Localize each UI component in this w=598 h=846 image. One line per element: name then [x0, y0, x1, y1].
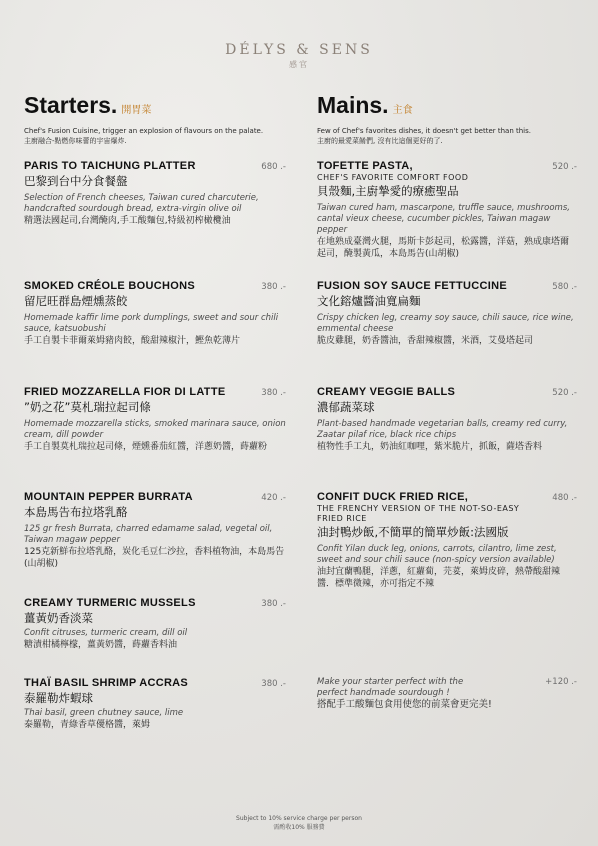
item-name-cn: 留尼旺群島煙燻蒸餃: [24, 294, 128, 308]
service-charge-cn: 需酌收10% 服務費: [273, 824, 325, 831]
item-description: 125 gr fresh Burrata, charred edamame salad, vegetal oil, Taiwan magaw pepper: [24, 524, 273, 545]
item-subtitle: THE FRENCHY VERSION OF THE NOT-SO-EASY FRIED RICE: [317, 504, 520, 523]
item-name-cn: ”奶之花”莫札瑞拉起司條: [24, 400, 151, 414]
item-description: Plant-based handmade vegetarian balls, creamy red curry, Zaatar pilaf rice, black rice chips: [317, 419, 568, 440]
starters-title-cn: 開胃菜: [121, 105, 152, 116]
item-description: Homemade kaffir lime pork dumplings, sweet and sour chili sauce, katsuobushi: [24, 313, 279, 334]
item-price: 380 .-: [261, 388, 286, 398]
item-name: FRIED MOZZARELLA FIOR DI LATTE: [24, 386, 226, 398]
menu-item-turmeric-mussels: [24, 597, 286, 651]
item-description: Confit citruses, turmeric cream, dill oil: [24, 628, 188, 638]
item-description: Confit Yilan duck leg, onions, carrots, cilantro, lime zest, sweet and sour chili sauce (non-spicy version available): [317, 544, 557, 565]
addon-description: Make your starter perfect with the perfect handmade sourdough !: [317, 677, 464, 698]
item-name-cn: 濃郁蔬菜球: [317, 400, 375, 414]
item-name: THAÏ BASIL SHRIMP ACCRAS: [24, 677, 189, 689]
menu-item-duck-fried-rice: [317, 491, 577, 590]
item-price: 680 .-: [261, 162, 286, 172]
service-charge-note: [0, 814, 598, 832]
item-description: Crispy chicken leg, creamy soy sauce, chili sauce, rice wine, emmental cheese: [317, 313, 574, 334]
item-name: MOUNTAIN PEPPER BURRATA: [24, 491, 193, 503]
item-name-cn: 文化鎔爐醬油寬扁麵: [317, 294, 421, 308]
item-price: 380 .-: [261, 282, 286, 292]
menu-item-paris-platter: [24, 160, 286, 227]
item-name-cn: 油封鴨炒飯,不簡單的簡單炒飯:法國版: [317, 525, 509, 539]
brand-logo: [0, 42, 598, 70]
starters-desc-en: Chef's Fusion Cuisine, trigger an explosion of flavours on the palate.: [24, 127, 264, 135]
item-description-cn: 125克新鮮布拉塔乳酪，炭化毛豆仁沙拉，香料植物油，本島馬告(山胡椒): [24, 547, 285, 569]
mains-title-cn: 主食: [392, 105, 413, 116]
item-name-cn: 貝殼麵,主廚摯愛的療癒聖品: [317, 184, 459, 198]
item-name: CREAMY VEGGIE BALLS: [317, 386, 456, 398]
mains-desc-cn: 主廚的最愛菜餚們, 沒有比這個更好的了.: [317, 137, 443, 145]
item-subtitle: CHEF'S FAVORITE COMFORT FOOD: [317, 173, 469, 182]
item-price: 480 .-: [552, 493, 577, 503]
item-description-cn: 糖漬柑橘檸檬，薑黃奶醬，蒔蘿香料油: [24, 640, 178, 650]
addon-description-cn: 搭配手工酸麵包食用使您的前菜會更完美!: [317, 699, 492, 710]
item-name-cn: 泰羅勒炸蝦球: [24, 691, 93, 705]
starters-section: [24, 92, 286, 730]
item-price: 420 .-: [261, 493, 286, 503]
item-name: FUSION SOY SAUCE FETTUCCINE: [317, 280, 508, 292]
item-price: 380 .-: [261, 599, 286, 609]
mains-description: [317, 126, 577, 146]
starters-desc-cn: 主廚融合-點燃你味蕾的宇宙爆炸.: [24, 137, 127, 145]
menu-item-shrimp-accras: [24, 677, 286, 731]
item-name-cn: 巴黎到台中分食餐盤: [24, 174, 128, 188]
item-name: PARIS TO TAICHUNG PLATTER: [24, 160, 196, 172]
item-description-cn: 植物性手工丸，奶油紅咖哩，紫米脆片，抓飯，薩塔香料: [317, 442, 543, 452]
item-price: 520 .-: [552, 388, 577, 398]
starters-header: [24, 92, 286, 119]
mains-header: [317, 92, 577, 119]
item-description-cn: 手工自製卡菲爾萊姆豬肉餃，酸甜辣椒汁，鰹魚乾薄片: [24, 336, 241, 346]
starters-description: [24, 126, 286, 146]
menu-item-burrata: [24, 491, 286, 570]
item-name-cn: 薑黃奶香淡菜: [24, 611, 93, 625]
item-description: Thai basil, green chutney sauce, lime: [24, 708, 184, 718]
item-price: 520 .-: [552, 162, 577, 172]
menu-item-tofette-pasta: [317, 160, 577, 260]
item-name: CREAMY TURMERIC MUSSELS: [24, 597, 196, 609]
item-name: SMOKED CRÉOLE BOUCHONS: [24, 280, 195, 292]
item-description-cn: 在地熟成臺灣火腿，馬斯卡彭起司，松露醬，洋菇，熟成康塔爾起司，醃製黃瓜，本島馬告(山胡椒): [317, 237, 570, 259]
mains-section: [317, 92, 577, 710]
mains-title: Mains.: [317, 92, 389, 118]
brand-name: DÉLYS & SENS: [225, 42, 373, 58]
item-description: Homemade mozzarella sticks, smoked marinara sauce, onion cream, dill powder: [24, 419, 286, 440]
menu-item-creole-bouchons: [24, 280, 286, 347]
item-description-cn: 油封宜蘭鴨腿，洋蔥，紅蘿蔔，芫荽，萊姆皮碎，熱帶酸甜辣醬．標準微辣，亦可指定不辣: [317, 567, 561, 589]
addon-price: +120 .-: [545, 677, 577, 687]
item-name: TOFETTE PASTA,: [317, 160, 413, 172]
item-name: CONFIT DUCK FRIED RICE,: [317, 491, 469, 503]
item-price: 380 .-: [261, 679, 286, 689]
item-name-cn: 本島馬告布拉塔乳酪: [24, 505, 128, 519]
menu-item-fried-mozzarella: [24, 386, 286, 453]
item-description: Selection of French cheeses, Taiwan cured charcuterie, handcrafted sourdough bread, extra-virgin olive oil: [24, 193, 259, 214]
item-description: Taiwan cured ham, mascarpone, truffle sauce, mushrooms, cantal vieux cheese, cucumber pickles, Taiwan magaw pepper: [317, 203, 570, 235]
service-charge-en: Subject to 10% service charge per person: [236, 815, 362, 822]
mains-desc-en: Few of Chef's favorites dishes, it doesn't get better than this.: [317, 127, 531, 135]
item-description-cn: 手工自製莫札瑞拉起司條，煙燻番茄紅醬，洋蔥奶醬，蒔蘿粉: [24, 442, 268, 452]
item-description-cn: 精選法國起司,台灣醃肉,手工酸麵包,特級初榨橄欖油: [24, 216, 231, 226]
item-price: 580 .-: [552, 282, 577, 292]
menu-item-sourdough-addon: [317, 677, 577, 711]
item-description-cn: 泰羅勒，青綠香草優格醬，萊姆: [24, 720, 151, 730]
item-description-cn: 脆皮雞腿，奶香醬油，香甜辣椒醬，米酒，艾曼塔起司: [317, 336, 534, 346]
menu-item-veggie-balls: [317, 386, 577, 453]
brand-name-cn: 感官: [289, 60, 309, 69]
starters-title: Starters.: [24, 92, 118, 118]
menu-item-soy-fettuccine: [317, 280, 577, 347]
